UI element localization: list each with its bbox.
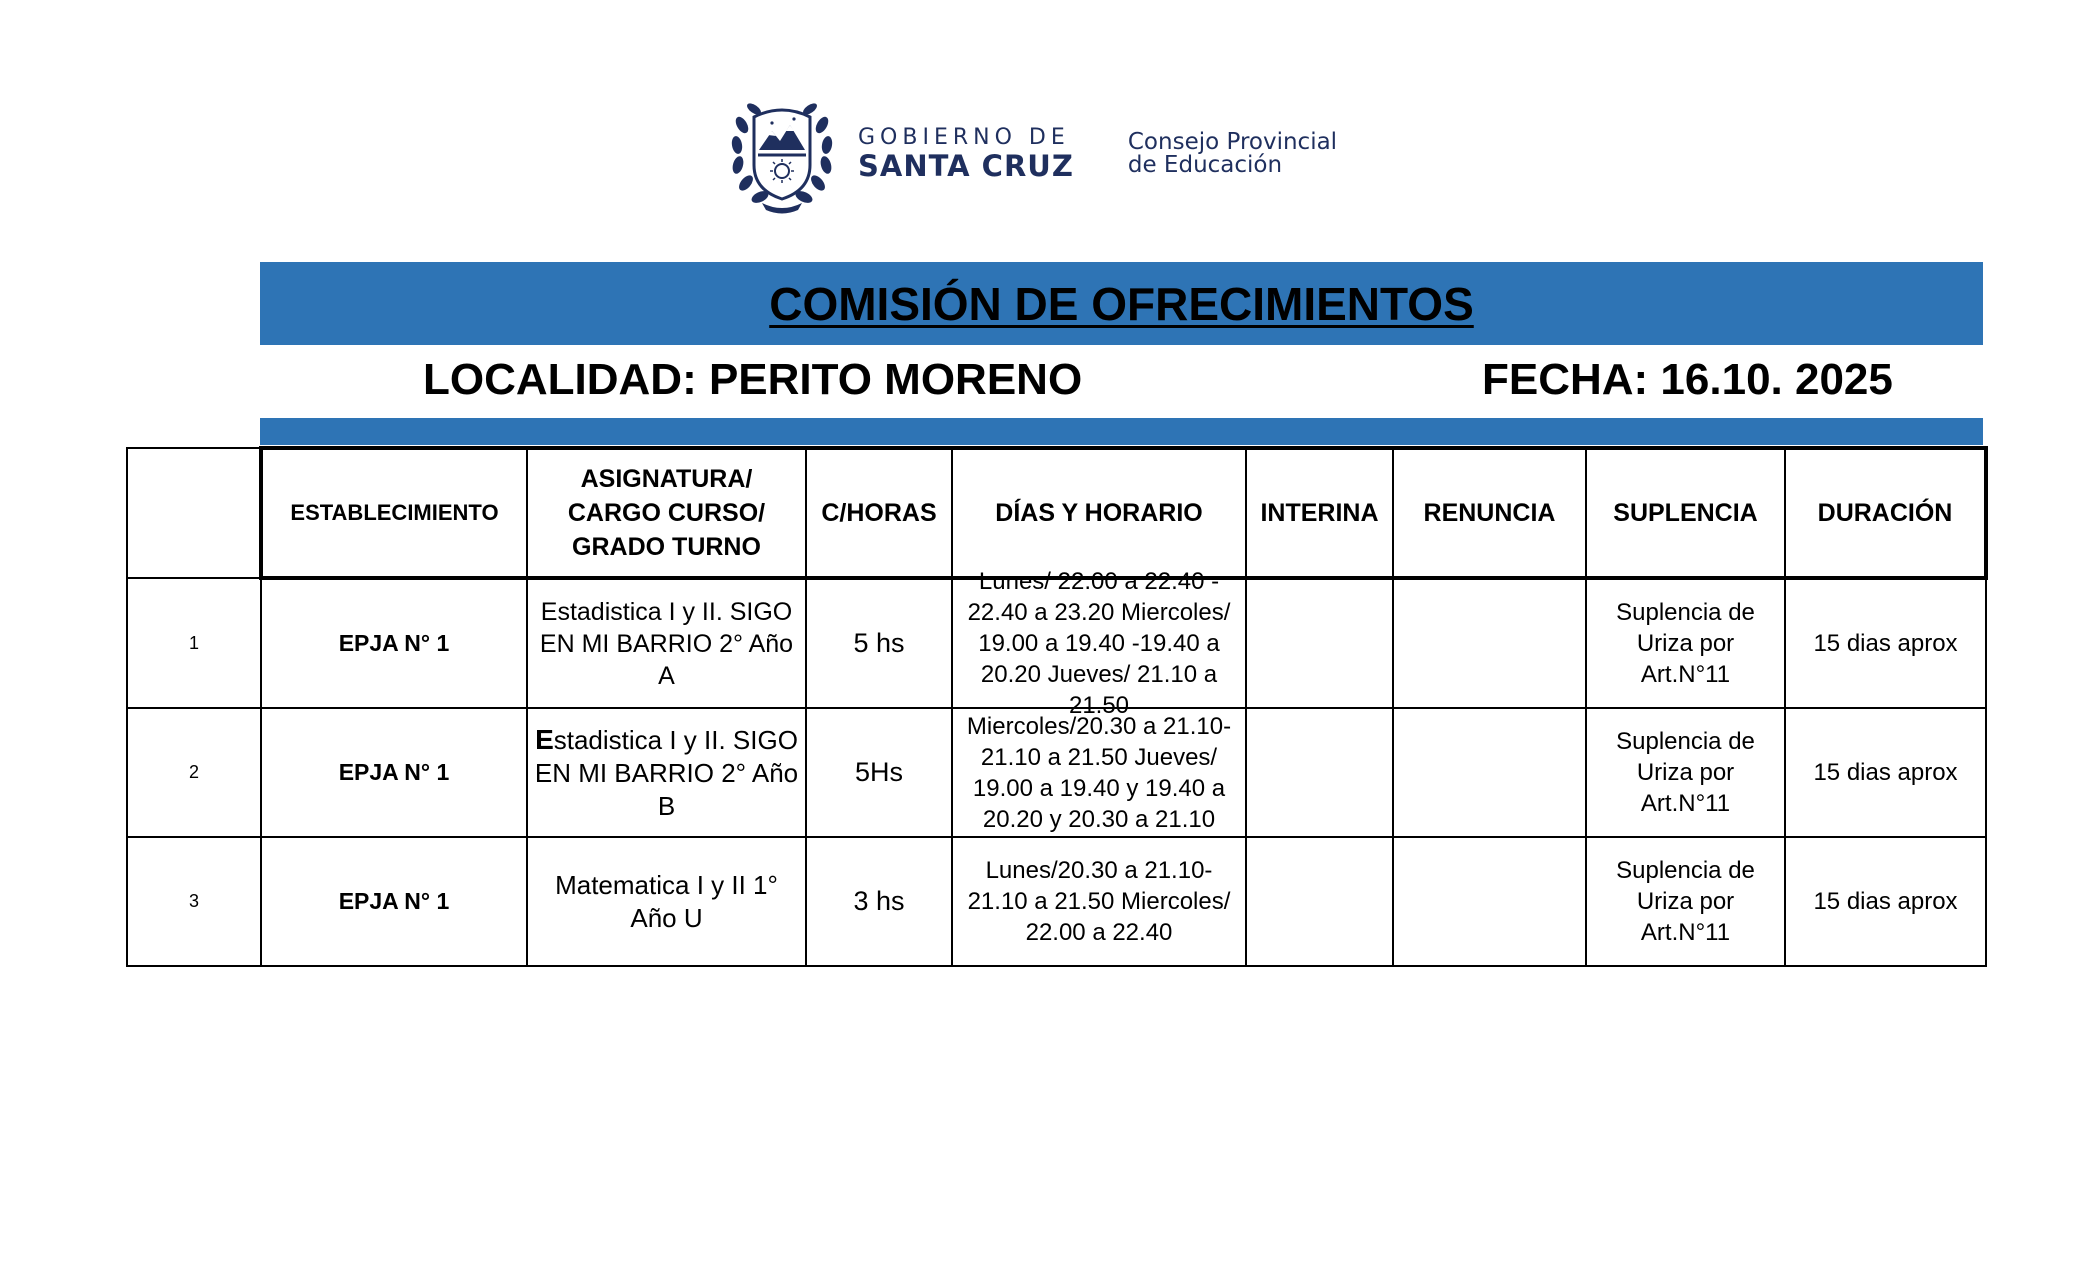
council-line-2: de Educación xyxy=(1127,152,1283,178)
row-number: 1 xyxy=(127,578,261,708)
asignatura-cell: Estadistica I y II. SIGO EN MI BARRIO 2° Año A xyxy=(527,578,806,708)
interina-cell xyxy=(1246,578,1393,708)
header-asignatura-line-1: ASIGNATURA/ xyxy=(580,465,753,493)
header-interina: INTERINA xyxy=(1246,448,1393,578)
header-horas: C/HORAS xyxy=(806,448,952,578)
horas-cell: 3 hs xyxy=(806,837,952,966)
duracion-cell: 15 dias aprox xyxy=(1785,708,1986,837)
table-row xyxy=(127,837,1986,966)
asignatura-cell: Matematica I y II 1° Año U xyxy=(527,837,806,966)
header-establecimiento: ESTABLECIMIENTO xyxy=(261,448,527,578)
dias-text: Miercoles/20.30 a 21.10-21.10 a 21.50 Jueves/ 19.00 a 19.40 y 19.40 a 20.20 y 20.30 a 21.10 xyxy=(966,712,1232,833)
establecimiento-cell: EPJA N° 1 xyxy=(261,578,527,708)
dias-cell xyxy=(952,568,1246,719)
interina-cell xyxy=(1246,837,1393,966)
asignatura-initial: E xyxy=(535,723,554,755)
establecimiento-cell: EPJA N° 1 xyxy=(261,837,527,966)
suplencia-cell: Suplencia de Uriza por Art.N°11 xyxy=(1586,708,1785,837)
table-row xyxy=(127,578,1986,708)
council-name xyxy=(1128,131,1337,177)
duracion-cell: 15 dias aprox xyxy=(1785,578,1986,708)
establecimiento-cell: EPJA N° 1 xyxy=(261,708,527,837)
renuncia-cell xyxy=(1393,578,1586,708)
row-number: 2 xyxy=(127,708,261,837)
renuncia-cell xyxy=(1393,837,1586,966)
renuncia-cell xyxy=(1393,708,1586,837)
asignatura-cell xyxy=(527,708,806,837)
suplencia-cell: Suplencia de Uriza por Art.N°11 xyxy=(1586,578,1785,708)
title-banner xyxy=(260,262,1983,345)
dias-cell xyxy=(952,708,1246,837)
horas-cell: 5 hs xyxy=(806,578,952,708)
localidad-label: LOCALIDAD: PERITO MORENO xyxy=(423,355,1083,404)
gov-line-1: GOBIERNO DE xyxy=(858,125,1070,150)
provincial-seal-icon xyxy=(732,95,832,213)
header-suplencia: SUPLENCIA xyxy=(1586,448,1785,578)
row-number: 3 xyxy=(127,837,261,966)
divider-bar xyxy=(260,418,1983,445)
dias-cell xyxy=(952,837,1246,966)
gov-line-2: SANTA CRUZ xyxy=(858,149,1074,183)
header-renuncia: RENUNCIA xyxy=(1393,448,1586,578)
offers-table xyxy=(126,446,1988,967)
header-asignatura-line-3: GRADO TURNO xyxy=(572,533,761,561)
fecha-label: FECHA: 16.10. 2025 xyxy=(1482,355,1893,404)
table-row xyxy=(127,708,1986,837)
dias-text: Lunes/ 22.00 a 22.40 - 22.40 a 23.20 Miercoles/ 19.00 a 19.40 -19.40 a 20.20 Jueves/ 21.10 a 21.50 xyxy=(967,568,1231,719)
header-num xyxy=(127,448,261,578)
dias-text: Lunes/20.30 a 21.10-21.10 a 21.50 Miercoles/ 22.00 a 22.40 xyxy=(967,857,1231,946)
asignatura-rest: stadistica I y II. SIGO EN MI BARRIO 2° Año B xyxy=(534,724,799,821)
interina-cell xyxy=(1246,708,1393,837)
government-name xyxy=(858,126,1074,182)
header-logo xyxy=(732,95,1337,213)
header-dias: DÍAS Y HORARIO xyxy=(952,448,1246,578)
council-line-1: Consejo Provincial xyxy=(1127,129,1338,155)
header-asignatura xyxy=(527,448,806,578)
duracion-cell: 15 dias aprox xyxy=(1785,837,1986,966)
table-header-row xyxy=(127,448,1986,578)
horas-cell: 5Hs xyxy=(806,708,952,837)
header-duracion: DURACIÓN xyxy=(1785,448,1986,578)
header-asignatura-line-2: CARGO CURSO/ xyxy=(567,499,766,527)
suplencia-cell: Suplencia de Uriza por Art.N°11 xyxy=(1586,837,1785,966)
page-title: COMISIÓN DE OFRECIMIENTOS xyxy=(769,277,1474,330)
